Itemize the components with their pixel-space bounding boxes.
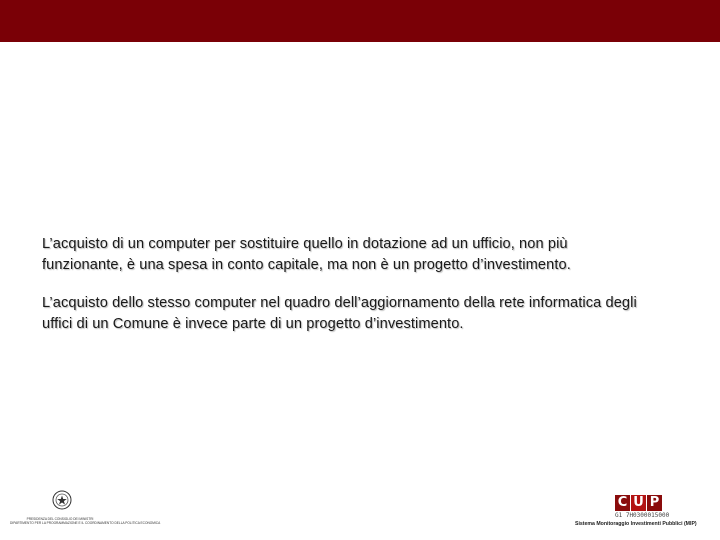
government-logo [10, 490, 161, 530]
paragraph-1 [42, 234, 571, 276]
paragraph-2 [42, 293, 637, 335]
paragraph-1-line-1: L’acquisto di un computer per sostituire quello in dotazione ad un ufficio, non più [42, 236, 568, 252]
cup-letter-c: C [615, 495, 630, 511]
government-caption-line-2: DIPARTIMENTO PER LA PROGRAMMAZIONE E IL COORDINAMENTO DELLA POLITICA ECONOMICA [10, 521, 161, 525]
cup-letter-p: P [647, 495, 662, 511]
paragraph-2-line-1: L’acquisto dello stesso computer nel quadro dell’aggiornamento della rete informatica degli [42, 295, 637, 311]
cup-logo [575, 495, 715, 535]
paragraph-2-line-2: uffici di un Comune è invece parte di un progetto d’investimento. [42, 316, 464, 332]
cup-code: G1 7H0300015000 [615, 512, 670, 519]
government-caption-line-1: PRESIDENZA DEL CONSIGLIO DEI MINISTRI [26, 517, 94, 521]
cup-letter-u: U [631, 495, 646, 511]
top-header-band [0, 0, 720, 42]
paragraph-1-line-2: funzionante, è una spesa in conto capitale, ma non è un progetto d’investimento. [42, 257, 571, 273]
republic-emblem-icon [52, 490, 72, 510]
cup-caption: Sistema Monitoraggio Investimenti Pubblici (MIP) [575, 521, 697, 527]
